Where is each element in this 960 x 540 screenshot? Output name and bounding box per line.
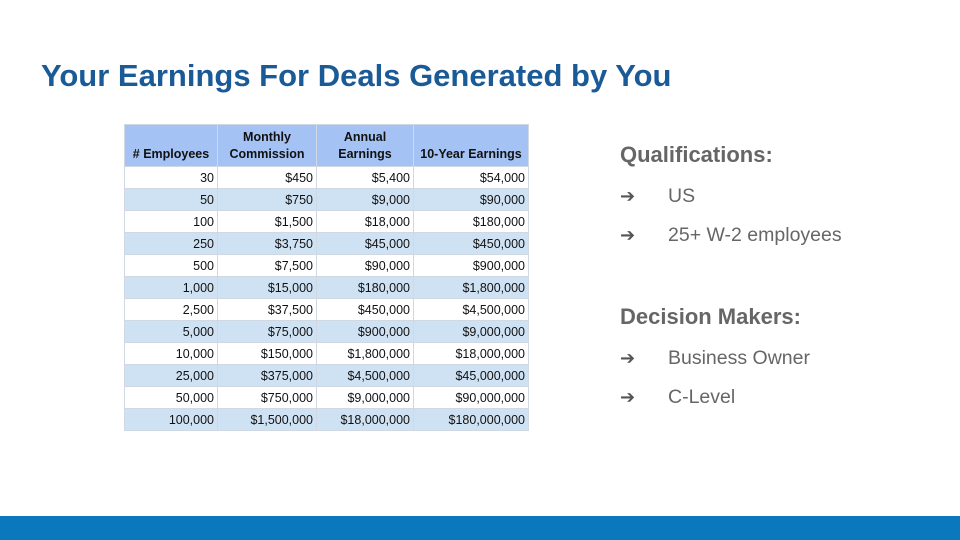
header-monthly-commission [218,125,317,167]
decision-maker-item [620,347,810,370]
cell-employees: 50,000 [125,387,218,409]
qualification-item [620,224,842,247]
qualifications-heading: Qualifications: [620,142,773,167]
cell-ten-year-earnings: $45,000,000 [414,365,529,387]
cell-annual-earnings: $4,500,000 [317,365,414,387]
table-row [125,189,529,211]
cell-annual-earnings: $9,000 [317,189,414,211]
earnings-table [124,124,529,431]
cell-employees: 100 [125,211,218,233]
table-row [125,343,529,365]
table-header-row [125,125,529,167]
cell-monthly-commission: $3,750 [218,233,317,255]
table-row [125,211,529,233]
header-line1: Monthly [243,130,291,144]
qualification-item-label: US [668,185,696,207]
table-row [125,255,529,277]
cell-monthly-commission: $375,000 [218,365,317,387]
cell-monthly-commission: $15,000 [218,277,317,299]
cell-ten-year-earnings: $900,000 [414,255,529,277]
cell-employees: 250 [125,233,218,255]
cell-annual-earnings: $180,000 [317,277,414,299]
cell-employees: 2,500 [125,299,218,321]
cell-annual-earnings: $9,000,000 [317,387,414,409]
cell-ten-year-earnings: $54,000 [414,167,529,189]
header-line2: Commission [229,147,305,161]
cell-ten-year-earnings: $9,000,000 [414,321,529,343]
cell-annual-earnings: $5,400 [317,167,414,189]
cell-annual-earnings: $450,000 [317,299,414,321]
arrow-right-icon: ➔ [620,186,636,207]
header-line2: # Employees [132,147,210,161]
header-ten-year-earnings [414,125,529,167]
arrow-right-icon: ➔ [620,348,636,369]
cell-ten-year-earnings: $180,000,000 [414,409,529,431]
cell-employees: 10,000 [125,343,218,365]
cell-employees: 30 [125,167,218,189]
cell-ten-year-earnings: $1,800,000 [414,277,529,299]
cell-annual-earnings: $45,000 [317,233,414,255]
arrow-right-icon: ➔ [620,387,636,408]
qualification-item-label: 25+ W-2 employees [668,224,842,246]
header-line2: 10-Year Earnings [420,147,522,161]
slide-title: Your Earnings For Deals Generated by You [41,58,672,93]
header-line1: Annual [343,130,387,144]
cell-annual-earnings: $900,000 [317,321,414,343]
cell-monthly-commission: $75,000 [218,321,317,343]
cell-employees: 5,000 [125,321,218,343]
table-row [125,365,529,387]
cell-employees: 100,000 [125,409,218,431]
table-row [125,321,529,343]
cell-ten-year-earnings: $90,000 [414,189,529,211]
header-annual-earnings [317,125,414,167]
cell-employees: 25,000 [125,365,218,387]
cell-monthly-commission: $750 [218,189,317,211]
qualifications-section [620,142,773,168]
cell-monthly-commission: $450 [218,167,317,189]
table-row [125,167,529,189]
decision-makers-section [620,304,801,330]
decision-maker-item-label: Business Owner [668,347,810,369]
cell-annual-earnings: $90,000 [317,255,414,277]
cell-monthly-commission: $150,000 [218,343,317,365]
cell-monthly-commission: $750,000 [218,387,317,409]
table-row [125,409,529,431]
cell-employees: 500 [125,255,218,277]
cell-ten-year-earnings: $180,000 [414,211,529,233]
table-row [125,233,529,255]
qualification-item [620,185,695,208]
arrow-right-icon: ➔ [620,225,636,246]
cell-employees: 50 [125,189,218,211]
decision-maker-item-label: C-Level [668,386,736,408]
header-employees [125,125,218,167]
header-line2: Earnings [338,147,392,161]
cell-annual-earnings: $1,800,000 [317,343,414,365]
decision-maker-item [620,386,735,409]
cell-annual-earnings: $18,000,000 [317,409,414,431]
footer-bar [0,516,960,540]
cell-ten-year-earnings: $90,000,000 [414,387,529,409]
cell-ten-year-earnings: $450,000 [414,233,529,255]
cell-monthly-commission: $7,500 [218,255,317,277]
cell-employees: 1,000 [125,277,218,299]
decision-makers-heading: Decision Makers: [620,304,801,329]
cell-ten-year-earnings: $4,500,000 [414,299,529,321]
cell-monthly-commission: $1,500 [218,211,317,233]
table-row [125,299,529,321]
table-row [125,387,529,409]
table-row [125,277,529,299]
cell-monthly-commission: $1,500,000 [218,409,317,431]
cell-monthly-commission: $37,500 [218,299,317,321]
cell-ten-year-earnings: $18,000,000 [414,343,529,365]
cell-annual-earnings: $18,000 [317,211,414,233]
